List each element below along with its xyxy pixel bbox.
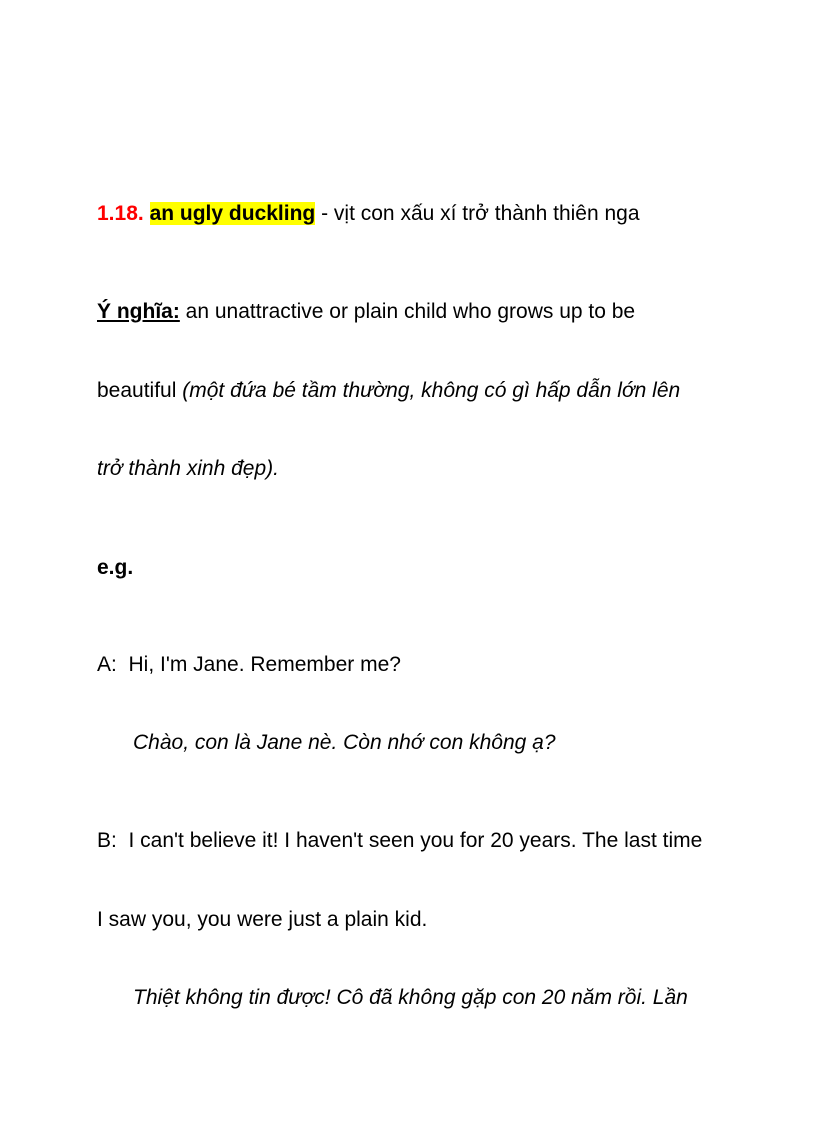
meaning-text-1: an unattractive or plain child who grows up to be [179,300,636,323]
meaning-line-2 [97,379,680,403]
meaning-translation-1: (một đứa bé tầm thường, không có gì hấp dẫn lớn lên [182,379,681,402]
meaning-label: Ý nghĩa: [97,300,180,323]
speaker-b: B: [97,829,117,852]
dialogue-a-vietnamese: Chào, con là Jane nè. Còn nhớ con không ạ? [133,731,556,754]
entry-heading [97,202,640,226]
entry-separator: - [315,202,334,225]
speaker-a: A: [97,653,117,676]
dialogue-b-vietnamese-1: Thiệt không tin được! Cô đã không gặp con 20 năm rồi. Lần [133,986,688,1009]
meaning-line-1 [97,300,635,324]
entry-translation: vịt con xấu xí trở thành thiên nga [333,202,640,225]
dialogue-a-english [97,653,401,677]
idiom-term: an ugly duckling [149,202,316,225]
dialogue-b-text-1: I can't believe it! I haven't seen you for 20 years. The last time [128,829,703,852]
dialogue-a-text: Hi, I'm Jane. Remember me? [128,653,401,676]
entry-number: 1.18. [97,202,144,225]
dialogue-b-english-2: I saw you, you were just a plain kid. [97,908,428,931]
meaning-translation-2: trở thành xinh đẹp). [97,457,279,480]
dialogue-b-english-1 [97,829,702,853]
meaning-text-2: beautiful [97,379,183,402]
example-label: e.g. [97,556,134,579]
